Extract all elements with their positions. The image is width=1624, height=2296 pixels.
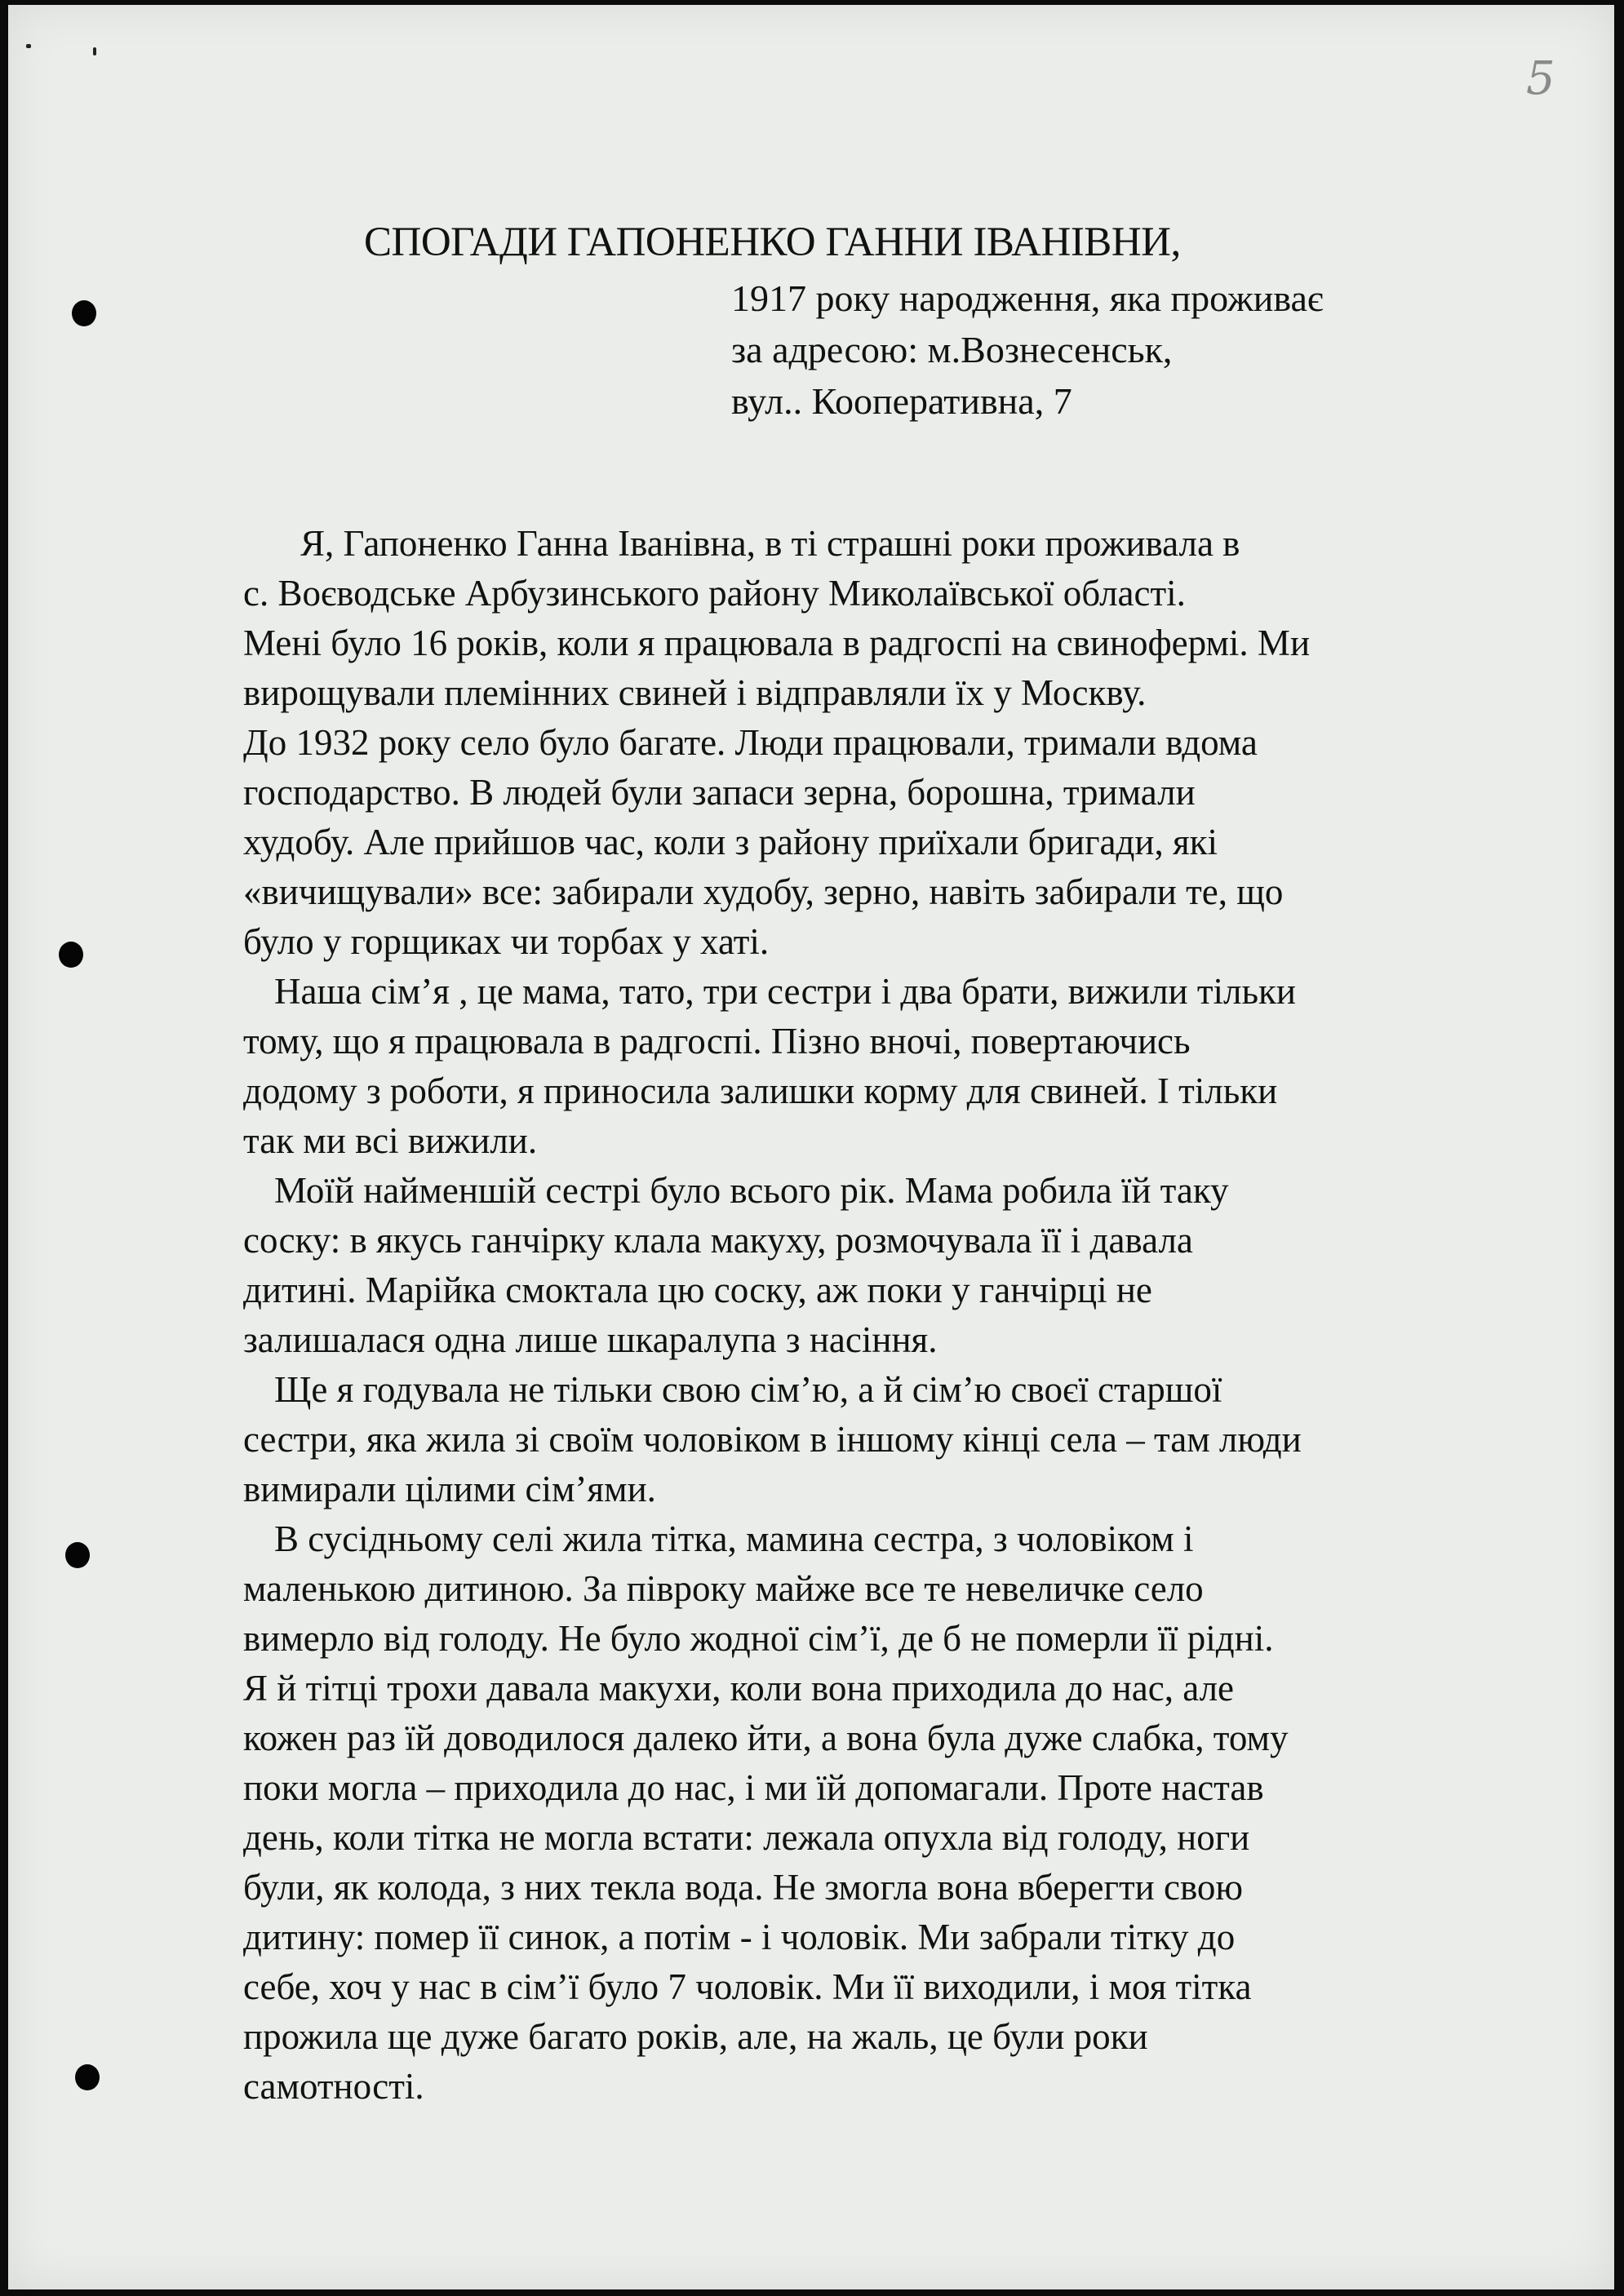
text-line: день, коли тітка не могла встати: лежала опухла від голоду, ноги <box>243 1817 1250 1858</box>
text-line: До 1932 року село було багате. Люди працювали, тримали вдома <box>243 722 1258 763</box>
text-line: поки могла – приходила до нас, і ми їй допомагали. Проте настав <box>243 1767 1264 1808</box>
text-line: самотності. <box>243 2066 424 2107</box>
punch-hole <box>59 942 83 968</box>
text-line: господарство. В людей були запаси зерна, борошна, тримали <box>243 772 1196 813</box>
text-line: В сусідньому селі жила тітка, мамина сестра, з чоловіком і <box>274 1518 1194 1559</box>
subtitle-line: вул.. Кооперативна, 7 <box>731 380 1072 422</box>
document-page <box>8 5 1614 2289</box>
subtitle-line: 1917 року народження, яка проживає <box>731 277 1324 319</box>
text-line: Я, Гапоненко Ганна Іванівна, в ті страшні роки проживала в <box>300 523 1240 564</box>
punch-hole <box>65 1542 90 1568</box>
text-line: кожен раз їй доводилося далеко йти, а вона була дуже слабка, тому <box>243 1718 1289 1758</box>
text-line: вимерло від голоду. Не було жодної сім’ї, де б не померли її рідні. <box>243 1618 1274 1659</box>
text-line: так ми всі вижили. <box>243 1120 538 1161</box>
page-number: 5 <box>1526 52 1555 105</box>
text-line: було у горщиках чи торбах у хаті. <box>243 921 770 962</box>
text-line: маленькою дитиною. За півроку майже все те невеличке село <box>243 1568 1204 1609</box>
document-body <box>243 519 1516 2112</box>
punch-hole <box>75 2064 100 2090</box>
text-line: Ще я годувала не тільки свою сім’ю, а й сім’ю своєї старшої <box>274 1369 1222 1410</box>
text-line: Моїй найменшій сестрі було всього рік. Мама робила їй таку <box>274 1170 1229 1211</box>
scan-speck <box>26 44 31 48</box>
text-line: вирощували племінних свиней і відправляли їх у Москву. <box>243 672 1147 713</box>
text-line: Наша сім’я , це мама, тато, три сестри і два брати, вижили тільки <box>274 971 1296 1012</box>
text-line: додому з роботи, я приносила залишки корму для свиней. І тільки <box>243 1070 1278 1111</box>
text-line: соску: в якусь ганчірку клала макуху, розмочувала її і давала <box>243 1220 1193 1261</box>
text-line: сестри, яка жила зі своїм чоловіком в іншому кінці села – там люди <box>243 1419 1302 1460</box>
text-line: тому, що я працювала в радгоспі. Пізно вночі, повертаючись <box>243 1021 1191 1062</box>
subtitle-line: за адресою: м.Вознесенськ, <box>731 329 1173 370</box>
text-line: «вичищували» все: забирали худобу, зерно, навіть забирали те, що <box>243 871 1284 912</box>
text-line: вимирали цілими сім’ями. <box>243 1469 656 1509</box>
punch-hole <box>72 300 96 326</box>
document-subtitle <box>731 273 1324 427</box>
text-line: Я й тітці трохи давала макухи, коли вона приходила до нас, але <box>243 1668 1235 1709</box>
text-line: худобу. Але прийшов час, коли з району приїхали бригади, які <box>243 822 1218 862</box>
text-line: с. Воєводське Арбузинського району Миколаївської області. <box>243 573 1186 614</box>
text-line: дитину: помер її синок, а потім - і чоловік. Ми забрали тітку до <box>243 1917 1236 1957</box>
scan-speck <box>93 47 96 55</box>
text-line: прожила ще дуже багато років, але, на жаль, це були роки <box>243 2016 1148 2057</box>
text-line: дитині. Марійка смоктала цю соску, аж поки у ганчірці не <box>243 1270 1152 1310</box>
document-title: СПОГАДИ ГАПОНЕНКО ГАННИ ІВАНІВНИ, <box>364 219 1181 265</box>
text-line: були, як колода, з них текла вода. Не змогла вона вберегти свою <box>243 1867 1244 1908</box>
text-line: Мені було 16 років, коли я працювала в радгоспі на свинофермі. Ми <box>243 623 1311 663</box>
text-line: себе, хоч у нас в сім’ї було 7 чоловік. Ми її виходили, і моя тітка <box>243 1966 1252 2007</box>
text-line: залишалася одна лише шкаралупа з насіння. <box>243 1319 938 1360</box>
